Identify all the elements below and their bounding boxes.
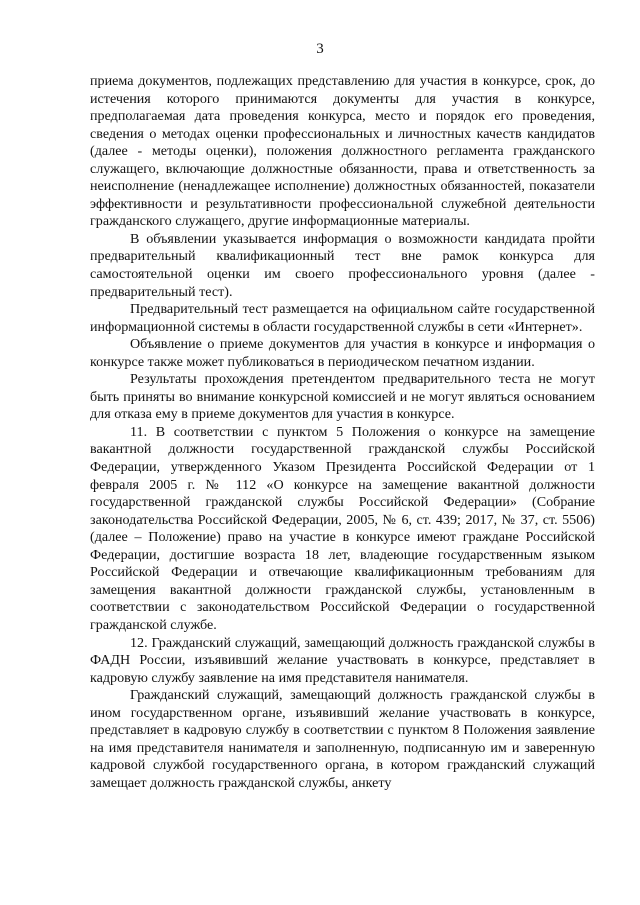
- document-body: [90, 73, 595, 792]
- paragraph-print-publication: Объявление о приеме документов для участия в конкурсе и информация о конкурсе также может публиковаться в периодическом печатном издании.: [90, 336, 595, 370]
- paragraph-test-results: Результаты прохождения претендентом предварительного теста не могут быть приняты во внимание конкурсной комиссией и не могут являться основанием для отказа ему в приеме документов для участия в конкурсе.: [90, 371, 595, 423]
- paragraph-preliminary-test-placement: Предварительный тест размещается на официальном сайте государственной информационной системы в области государственной службы в сети «Интернет».: [90, 301, 595, 335]
- paragraph-item-12: 12. Гражданский служащий, замещающий должность гражданской службы в ФАДН России, изъявивший желание участвовать в конкурсе, представляет в кадровую службу заявление на имя представителя нанимателя.: [90, 634, 595, 686]
- paragraph-preliminary-test-info: В объявлении указывается информация о возможности кандидата пройти предварительный квалификационный тест вне рамок конкурса для самостоятельной оценки им своего профессионального уровня (далее - предварительный тест).: [90, 230, 595, 300]
- page-number: 3: [316, 41, 324, 57]
- paragraph-continuation: приема документов, подлежащих представлению для участия в конкурсе, срок, до истечения которого принимаются документы для участия в конкурсе, предполагаемая дата проведения конкурса, место и порядок его проведения, сведения о методах оценки профессиональных и личностных качеств кандидатов (далее - методы оценки), положения должностного регламента гражданского служащего, включающие должностные обязанности, права и ответственность за неисполнение (ненадлежащее исполнение) должностных обязанностей, показатели эффективности и результативности профессиональной служебной деятельности гражданского служащего, другие информационные материалы.: [90, 73, 595, 230]
- paragraph-item-11: 11. В соответствии с пунктом 5 Положения о конкурсе на замещение вакантной должности государственной гражданской службы Российской Федерации, утвержденного Указом Президента Российской Федерации от 1 февраля 2005 г. № 112 «О конкурсе на замещение вакантной должности государственной гражданской службы Российской Федерации» (Собрание законодательства Российской Федерации, 2005, № 6, ст. 439; 2017, № 37, ст. 5506) (далее – Положение) право на участие в конкурсе имеют граждане Российской Федерации, достигшие возраста 18 лет, владеющие государственным языком Российской Федерации и отвечающие квалификационным требованиям для замещения вакантной должности гражданской службы, установленным в соответствии с законодательством Российской Федерации о государственной гражданской службе.: [90, 423, 595, 633]
- paragraph-other-agency-servant: Гражданский служащий, замещающий должность гражданской службы в ином государственном органе, изъявивший желание участвовать в конкурсе, представляет в кадровую службу в соответствии с пунктом 8 Положения заявление на имя представителя нанимателя и заполненную, подписанную им и заверенную кадровой службой государственного органа, в котором гражданский служащий замещает должность гражданской службы, анкету: [90, 687, 595, 791]
